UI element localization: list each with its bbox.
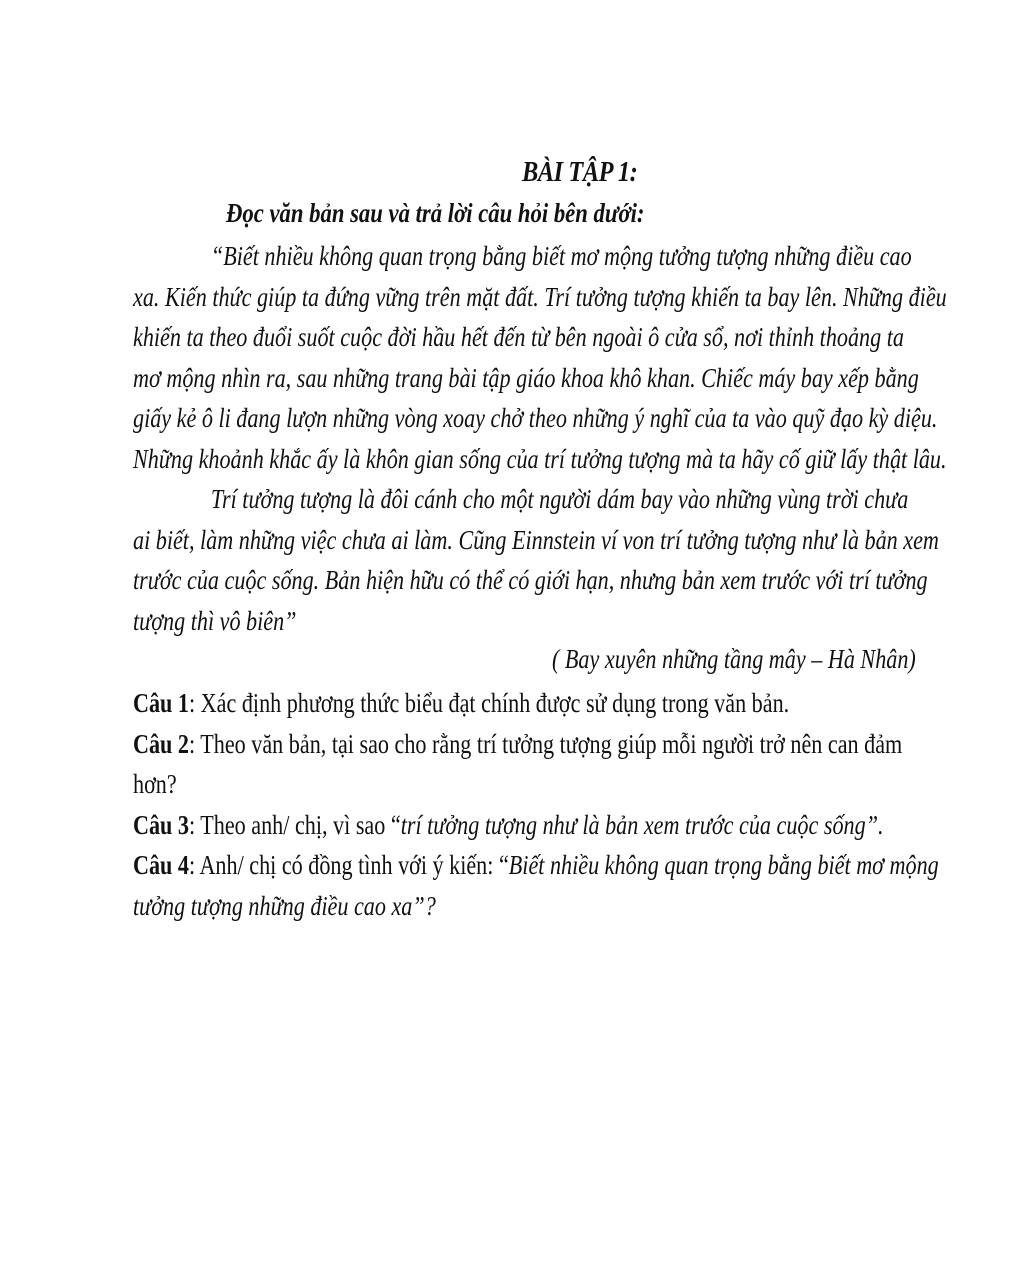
instruction-text: Đọc văn bản sau và trả lời câu hỏi bên dưới: [226, 198, 645, 228]
question-1 [133, 683, 790, 724]
passage-line: mơ mộng nhìn ra, sau những trang bài tập giáo khoa khô khan. Chiếc máy bay xếp bằng [133, 362, 919, 393]
passage-line: khiến ta theo đuổi suốt cuộc đời hầu hết đến từ bên ngoài ô cửa sổ, nơi thỉnh thoảng ta [133, 322, 904, 352]
question-quote: trí tưởng tượng như là bản xem trước của cuộc sống [400, 809, 866, 840]
passage-source: ( Bay xuyên những tầng mây – Hà Nhân) [552, 644, 916, 674]
question-4 [133, 845, 939, 886]
passage-line: trước của cuộc sống. Bản hiện hữu có thể có giới hạn, nhưng bản xem trước với trí tưởng [133, 565, 928, 595]
reading-passage [133, 236, 947, 641]
question-label: Câu 4 [133, 850, 189, 880]
question-label: Câu 2 [133, 728, 189, 759]
question-2 [133, 724, 903, 765]
question-text: : Theo văn bản, tại sao cho rằng trí tưởng tượng giúp mỗi người trở nên can đảm [188, 728, 903, 759]
question-text: hơn? [133, 769, 177, 799]
question-text: : Anh/ chị có đồng tình với ý kiến: “ [188, 850, 509, 880]
question-text: : Theo anh/ chị, vì sao “ [188, 809, 401, 840]
question-2-continued [133, 764, 785, 805]
question-quote: Biết nhiều không quan trọng bằng biết mơ mộng [508, 850, 939, 880]
question-text: : Xác định phương thức biểu đạt chính được sử dụng trong văn bản. [188, 688, 790, 718]
passage-line: “Biết nhiều không quan trọng bằng biết mơ mộng tưởng tượng những điều cao [210, 241, 912, 271]
passage-line: tượng thì vô biên” [133, 605, 297, 636]
passage-line: xa. Kiến thức giúp ta đứng vững trên mặt đất. Trí tưởng tượng khiến ta bay lên. Những điều [133, 281, 947, 312]
question-list [133, 683, 939, 926]
question-quote: tưởng tượng những điều cao xa [133, 890, 413, 921]
passage-line: Những khoảnh khắc ấy là khôn gian sống của trí tưởng tượng mà ta hãy cố giữ lấy thật lâu. [133, 443, 947, 474]
question-label: Câu 3 [133, 809, 189, 840]
question-3 [133, 805, 884, 846]
question-tail: ”. [865, 809, 884, 840]
passage-line: Trí tưởng tượng là đôi cánh cho một người dám bay vào những vùng trời chưa [210, 484, 909, 514]
question-4-continued [133, 886, 785, 927]
passage-line: giấy kẻ ô li đang lượn những vòng xoay chở theo những ý nghĩ của ta vào quỹ đạo kỳ diệu. [133, 403, 938, 433]
question-tail: ”? [412, 890, 436, 921]
passage-line: ai biết, làm những việc chưa ai làm. Cũng Einnstein ví von trí tưởng tượng như là bản xem [133, 524, 939, 555]
exercise-title: BÀI TẬP 1: [522, 156, 638, 188]
question-label: Câu 1 [133, 688, 189, 718]
